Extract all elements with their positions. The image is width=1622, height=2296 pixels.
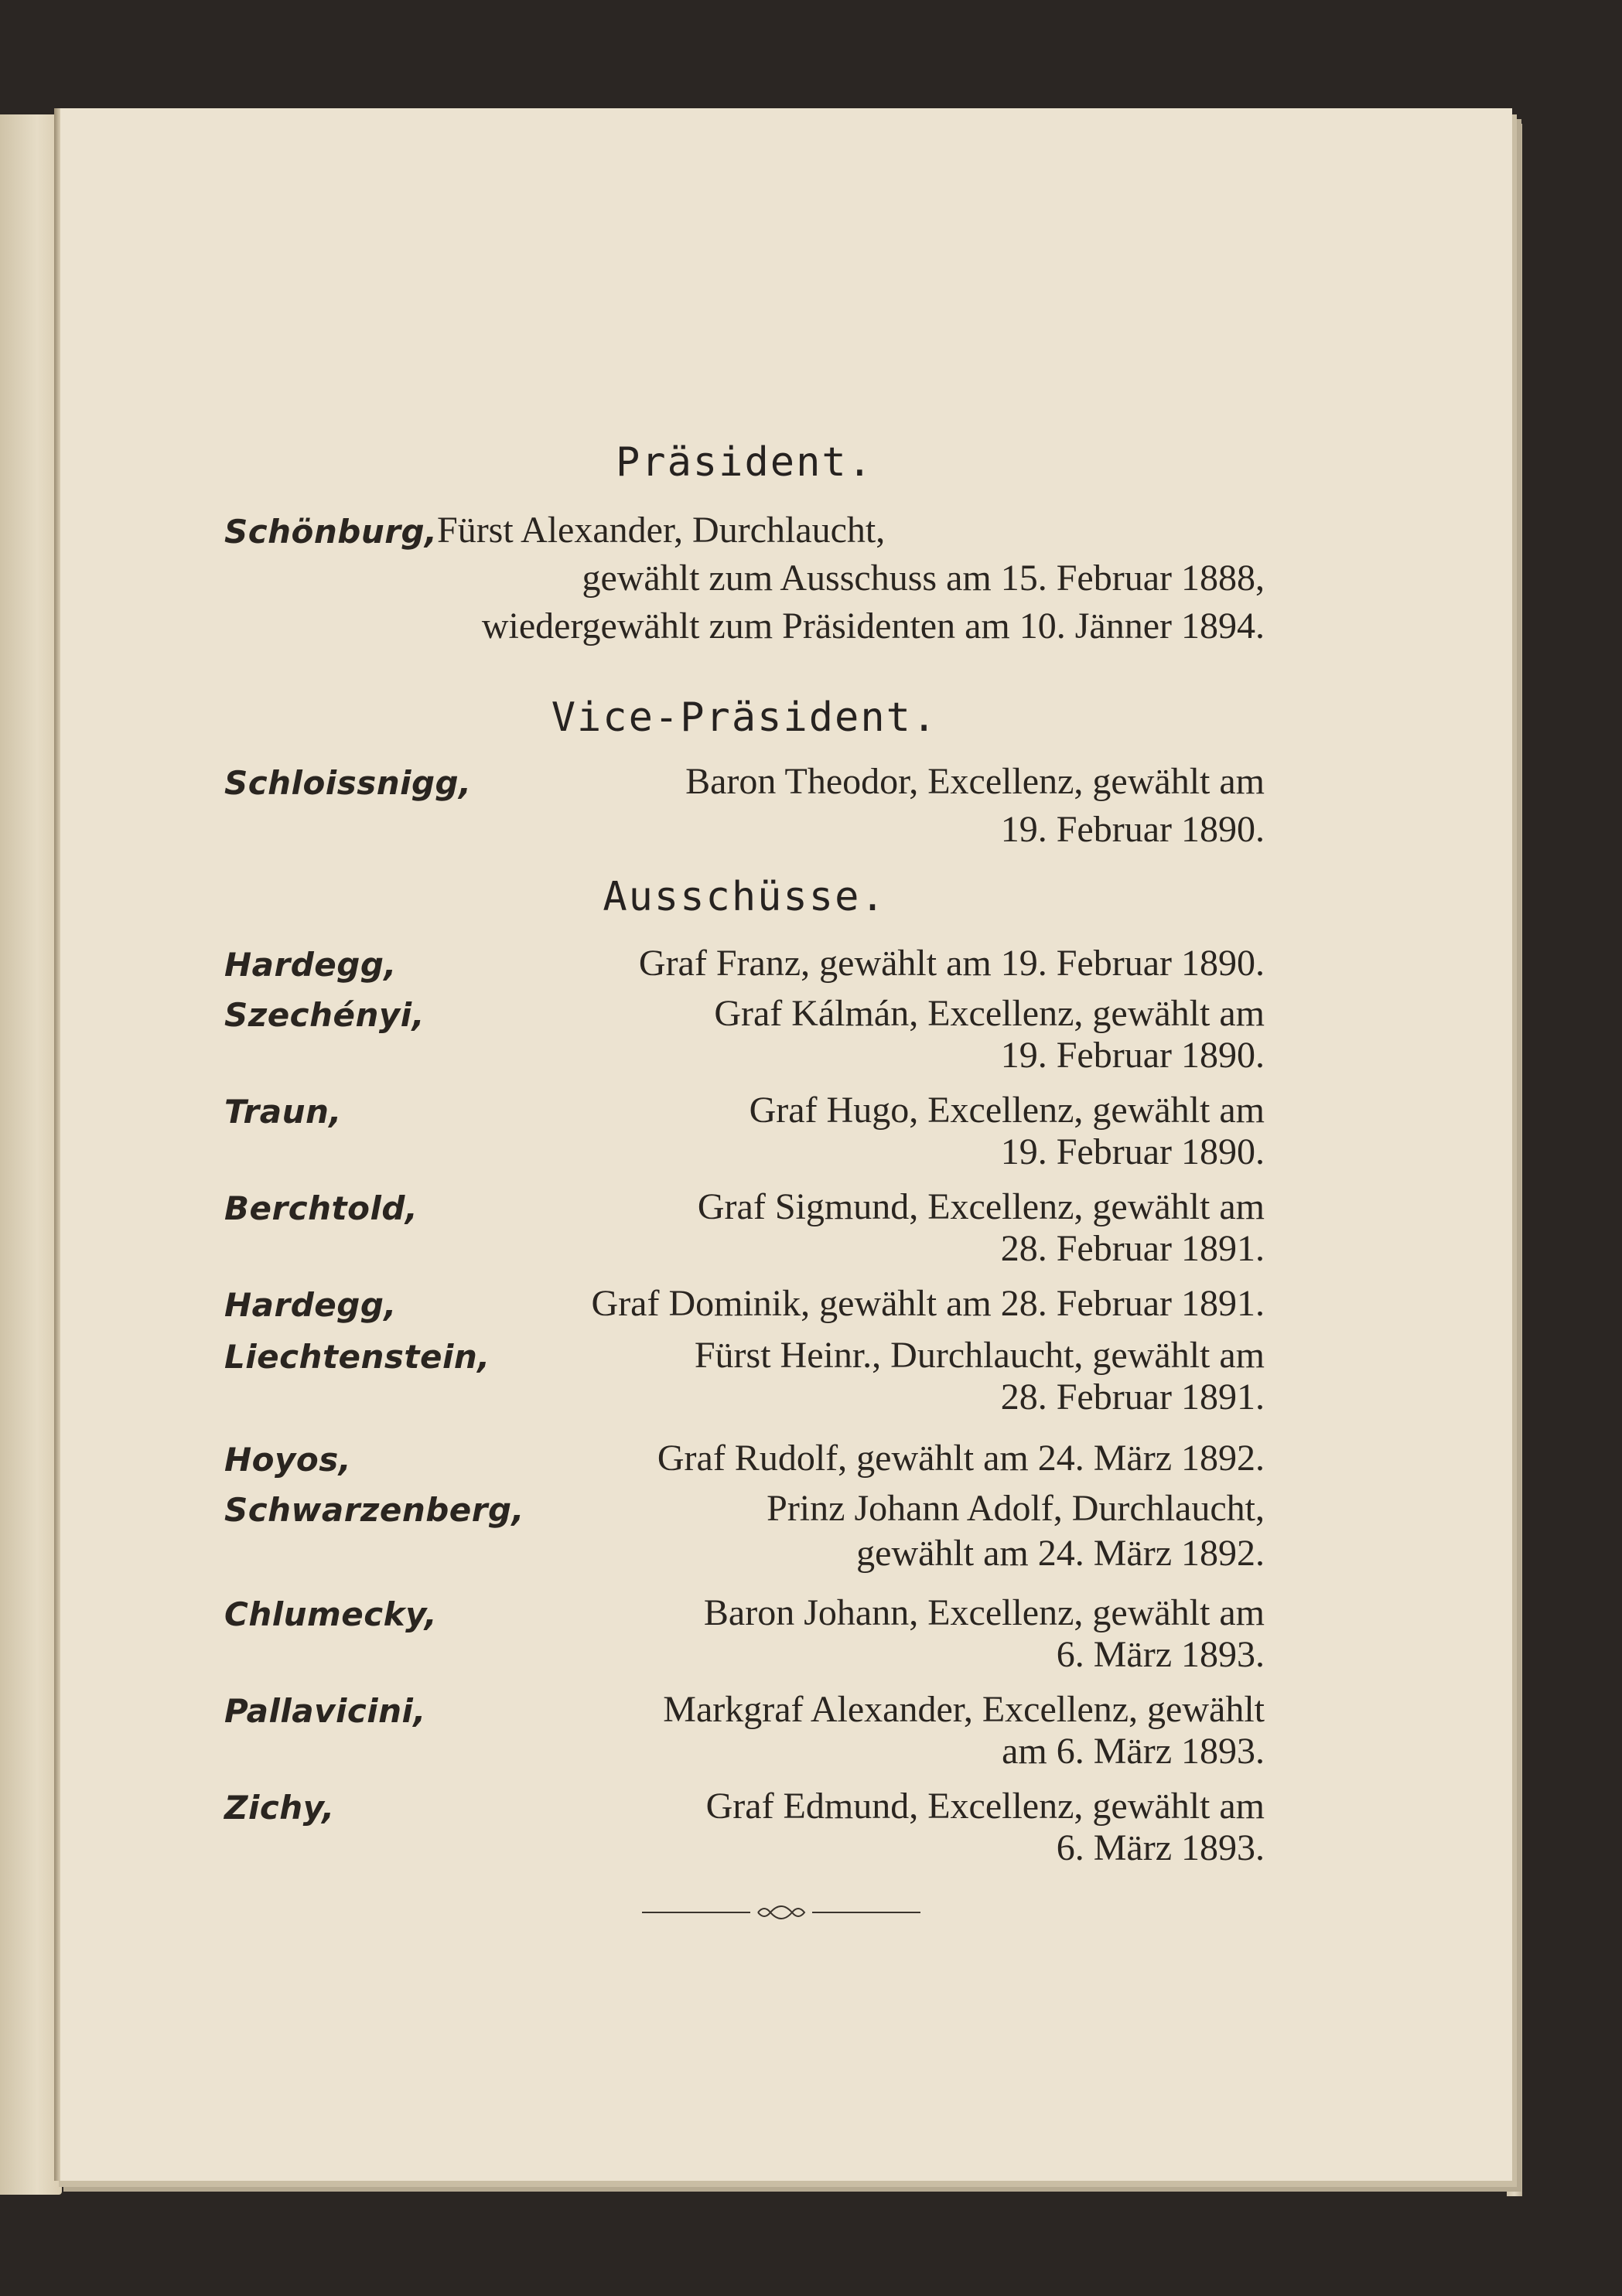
list-item xyxy=(224,1332,1265,1421)
list-item xyxy=(224,1783,1265,1872)
entry-line-1: Graf Edmund, Excellenz, gewählt am xyxy=(705,1786,1265,1827)
entry-name: Hoyos, xyxy=(224,1441,352,1479)
list-item xyxy=(224,990,1265,1080)
list-item xyxy=(224,1183,1265,1273)
entry-name: Hardegg, xyxy=(224,946,397,984)
page-gutter xyxy=(54,108,60,2181)
entry-line-1: Baron Theodor, Excellenz, gewählt am xyxy=(685,761,1265,802)
entry-line-2: 6. März 1893. xyxy=(1056,1827,1265,1868)
list-item xyxy=(224,1435,1265,1482)
entry-line-1: Graf Hugo, Excellenz, gewählt am xyxy=(749,1090,1265,1131)
heading-ausschuesse: Ausschüsse. xyxy=(603,874,886,920)
entry-name: Pallavicini, xyxy=(224,1692,426,1730)
entry-line-2: 28. Februar 1891. xyxy=(1000,1228,1265,1269)
heading-vice-praesident: Vice-Präsident. xyxy=(551,694,938,741)
entry-line-2: 19. Februar 1890. xyxy=(1000,809,1265,850)
entry-line-2: gewählt am 24. März 1892. xyxy=(856,1533,1265,1574)
entry-line-1: Graf Dominik, gewählt am 28. Februar 1891. xyxy=(591,1283,1265,1324)
entry-line-2: 6. März 1893. xyxy=(1056,1634,1265,1675)
entry-line-2: 19. Februar 1890. xyxy=(1000,1035,1265,1076)
entry-name: Chlumecky, xyxy=(224,1595,438,1633)
left-page-edge xyxy=(0,114,62,2195)
entry-line-1: Fürst Heinr., Durchlaucht, gewählt am xyxy=(694,1335,1265,1376)
entry-name: Schwarzenberg, xyxy=(224,1491,525,1529)
entry-line-1: Graf Franz, gewählt am 19. Februar 1890. xyxy=(638,943,1265,984)
entry-name: Szechényi, xyxy=(224,996,425,1034)
list-item xyxy=(224,1686,1265,1776)
entry-line-1: Graf Rudolf, gewählt am 24. März 1892. xyxy=(657,1438,1265,1479)
entry-vice-praesident xyxy=(224,758,1265,854)
entry-name: Schönburg, xyxy=(224,513,438,551)
entry-name: Traun, xyxy=(224,1093,342,1131)
entry-line-1: Graf Sigmund, Excellenz, gewählt am xyxy=(697,1186,1265,1227)
entry-line-1: Graf Kálmán, Excellenz, gewählt am xyxy=(714,993,1265,1034)
list-item xyxy=(224,1589,1265,1679)
entry-line-2: am 6. März 1893. xyxy=(1002,1731,1265,1772)
entry-name: Schloissnigg, xyxy=(224,764,472,802)
ornament-divider xyxy=(642,1897,920,1928)
entry-line-2: 19. Februar 1890. xyxy=(1000,1131,1265,1172)
heading-praesident: Präsident. xyxy=(615,439,874,486)
list-item xyxy=(224,1087,1265,1176)
entry-name: Zichy, xyxy=(224,1789,335,1827)
entry-line-1: Baron Johann, Excellenz, gewählt am xyxy=(703,1592,1265,1633)
list-item xyxy=(224,940,1265,988)
list-item xyxy=(224,1485,1265,1578)
entry-line-2: gewählt zum Ausschuss am 15. Februar 1888, xyxy=(582,558,1265,599)
entry-line-1: Markgraf Alexander, Excellenz, gewählt xyxy=(663,1689,1265,1730)
list-item xyxy=(224,1280,1265,1328)
entry-line-3: wiedergewählt zum Präsidenten am 10. Jänner 1894. xyxy=(481,606,1265,646)
entry-name: Liechtenstein, xyxy=(224,1338,490,1376)
entry-line-1: Prinz Johann Adolf, Durchlaucht, xyxy=(767,1488,1265,1529)
entry-line-2: 28. Februar 1891. xyxy=(1000,1377,1265,1418)
entry-name: Berchtold, xyxy=(224,1189,418,1227)
entry-praesident xyxy=(224,507,1265,650)
entry-name: Hardegg, xyxy=(224,1286,397,1324)
entry-line-1: Fürst Alexander, Durchlaucht, xyxy=(437,510,886,551)
